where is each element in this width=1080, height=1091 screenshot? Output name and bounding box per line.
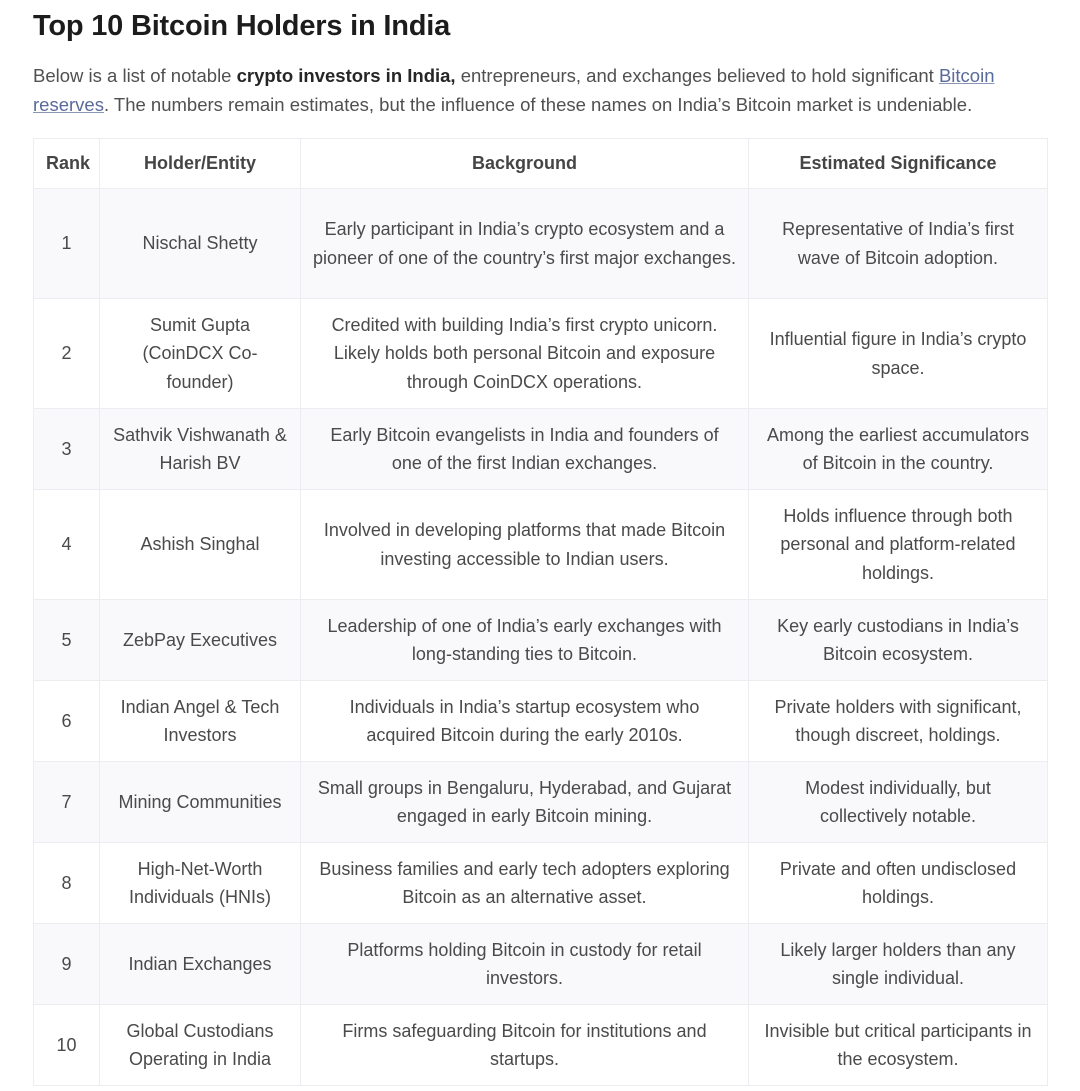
significance-cell: Key early custodians in India’s Bitcoin ecosystem. — [749, 600, 1048, 681]
background-cell: Platforms holding Bitcoin in custody for retail investors. — [301, 924, 749, 1005]
table-row — [34, 1005, 1048, 1086]
significance-cell: Representative of India’s first wave of Bitcoin adoption. — [749, 189, 1048, 299]
rank-cell: 10 — [34, 1005, 100, 1086]
background-cell: Early participant in India’s crypto ecosystem and a pioneer of one of the country’s first major exchanges. — [301, 189, 749, 299]
header-background: Background — [301, 139, 749, 189]
holder-cell: Ashish Singhal — [100, 490, 301, 600]
holder-cell: Sumit Gupta (CoinDCX Co-founder) — [100, 299, 301, 409]
rank-cell: 2 — [34, 299, 100, 409]
table-row — [34, 681, 1048, 762]
table-row — [34, 490, 1048, 600]
background-cell: Firms safeguarding Bitcoin for institutions and startups. — [301, 1005, 749, 1086]
table-row — [34, 409, 1048, 490]
significance-cell: Private holders with significant, though discreet, holdings. — [749, 681, 1048, 762]
background-cell: Early Bitcoin evangelists in India and founders of one of the first Indian exchanges. — [301, 409, 749, 490]
table-row — [34, 600, 1048, 681]
header-holder: Holder/Entity — [100, 139, 301, 189]
significance-cell: Among the earliest accumulators of Bitcoin in the country. — [749, 409, 1048, 490]
background-cell: Credited with building India’s first crypto unicorn. Likely holds both personal Bitcoin and exposure through CoinDCX operations. — [301, 299, 749, 409]
intro-text-3: . The numbers remain estimates, but the influence of these names on India’s Bitcoin market is undeniable. — [103, 93, 973, 115]
significance-cell: Modest individually, but collectively notable. — [749, 762, 1048, 843]
background-cell: Involved in developing platforms that made Bitcoin investing accessible to Indian users. — [301, 490, 749, 600]
significance-cell: Holds influence through both personal and platform-related holdings. — [749, 490, 1048, 600]
intro-bold-text: crypto investors in India, — [236, 65, 456, 86]
intro-text-2: entrepreneurs, and exchanges believed to hold significant — [455, 65, 939, 86]
significance-cell: Invisible but critical participants in the ecosystem. — [749, 1005, 1048, 1086]
table-row — [34, 843, 1048, 924]
rank-cell: 3 — [34, 409, 100, 490]
holder-cell: Indian Exchanges — [100, 924, 301, 1005]
background-cell: Leadership of one of India’s early exchanges with long-standing ties to Bitcoin. — [301, 600, 749, 681]
rank-cell: 8 — [34, 843, 100, 924]
intro-paragraph — [33, 62, 1023, 119]
rank-cell: 1 — [34, 189, 100, 299]
bitcoin-reserves-link[interactable]: Bitcoin reserves — [33, 65, 995, 115]
holder-cell: Mining Communities — [100, 762, 301, 843]
table-header-row — [34, 139, 1048, 189]
rank-cell: 5 — [34, 600, 100, 681]
rank-cell: 4 — [34, 490, 100, 600]
significance-cell: Private and often undisclosed holdings. — [749, 843, 1048, 924]
header-significance: Estimated Significance — [749, 139, 1048, 189]
holder-cell: Nischal Shetty — [100, 189, 301, 299]
holder-cell: High-Net-Worth Individuals (HNIs) — [100, 843, 301, 924]
rank-cell: 9 — [34, 924, 100, 1005]
table-row — [34, 299, 1048, 409]
significance-cell: Likely larger holders than any single individual. — [749, 924, 1048, 1005]
table-row — [34, 924, 1048, 1005]
background-cell: Small groups in Bengaluru, Hyderabad, and Gujarat engaged in early Bitcoin mining. — [301, 762, 749, 843]
intro-text-1: Below is a list of notable — [33, 65, 237, 86]
section-heading: Top 10 Bitcoin Holders in India — [33, 10, 451, 42]
background-cell: Business families and early tech adopters exploring Bitcoin as an alternative asset. — [301, 843, 749, 924]
holder-cell: Global Custodians Operating in India — [100, 1005, 301, 1086]
significance-cell: Influential figure in India’s crypto space. — [749, 299, 1048, 409]
holder-cell: Sathvik Vishwanath & Harish BV — [100, 409, 301, 490]
rank-cell: 7 — [34, 762, 100, 843]
bitcoin-holders-table — [33, 138, 1048, 1086]
holder-cell: Indian Angel & Tech Investors — [100, 681, 301, 762]
header-rank: Rank — [34, 139, 100, 189]
holder-cell: ZebPay Executives — [100, 600, 301, 681]
rank-cell: 6 — [34, 681, 100, 762]
table-row — [34, 189, 1048, 299]
background-cell: Individuals in India’s startup ecosystem who acquired Bitcoin during the early 2010s. — [301, 681, 749, 762]
table-row — [34, 762, 1048, 843]
